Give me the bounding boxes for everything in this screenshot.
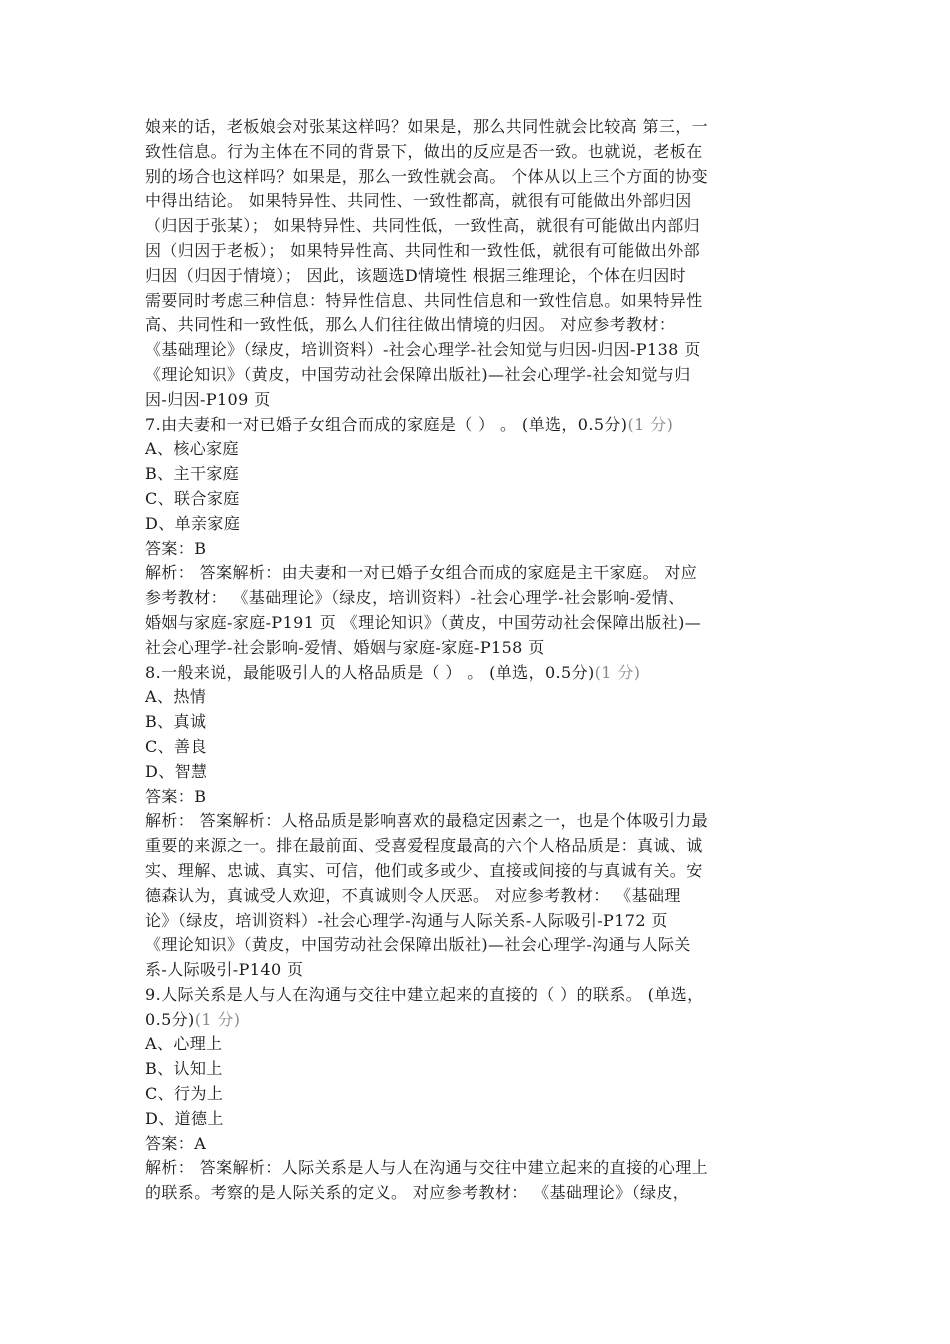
- analysis-line: 参考教材： 《基础理论》（绿皮，培训资料）-社会心理学-社会影响-爱情、: [145, 588, 685, 608]
- option-d: D、智慧: [145, 761, 208, 781]
- analysis-line: 《理论知识》（黄皮，中国劳动社会保障出版社)—社会心理学-沟通与人际关: [145, 935, 691, 955]
- text-line: （归因于张某）； 如果特异性、共同性低，一致性高，就很有可能做出内部归: [145, 216, 701, 236]
- question-text: 9.人际关系是人与人在沟通与交往中建立起来的直接的（ ）的联系。 (单选，: [145, 984, 704, 1004]
- question-stem: [145, 661, 810, 686]
- option-b: B、认知上: [145, 1059, 223, 1079]
- answer-line: 答案：A: [145, 1133, 207, 1153]
- analysis-line: 婚姻与家庭-家庭-P191 页 《理论知识》（黄皮，中国劳动社会保障出版社)—: [145, 612, 702, 632]
- question-score: (1 分): [627, 414, 674, 434]
- question-text: 8.一般来说，最能吸引人的人格品质是（ ） 。 (单选，0.5分): [145, 662, 595, 682]
- option-d: D、道德上: [145, 1108, 224, 1128]
- text-line: 《理论知识》（黄皮，中国劳动社会保障出版社)—社会心理学-社会知觉与归: [145, 364, 691, 384]
- option-c: C、善良: [145, 736, 207, 756]
- answer-line: 答案：B: [145, 538, 207, 558]
- analysis-line: 系-人际吸引-P140 页: [145, 960, 304, 980]
- option-d: D、单亲家庭: [145, 513, 241, 533]
- text-line: 因（归因于老板）； 如果特异性高、共同性和一致性低，就很有可能做出外部: [145, 240, 701, 260]
- text-line: 别的场合也这样吗？如果是，那么一致性就会高。 个体从以上三个方面的协变: [145, 166, 709, 186]
- analysis-line: 解析： 答案解析：人际关系是人与人在沟通与交往中建立起来的直接的心理上: [145, 1158, 709, 1178]
- question-stem: [145, 983, 810, 1008]
- option-a: A、热情: [145, 687, 207, 707]
- analysis-line: 社会心理学-社会影响-爱情、婚姻与家庭-家庭-P158 页: [145, 637, 545, 657]
- text-line: 致性信息。行为主体在不同的背景下，做出的反应是否一致。也就说，老板在: [145, 141, 703, 161]
- text-line: 因-归因-P109 页: [145, 389, 271, 409]
- analysis-line: 解析： 答案解析：由夫妻和一对已婚子女组合而成的家庭是主干家庭。 对应: [145, 563, 698, 583]
- analysis-line: 实、理解、忠诚、真实、可信，他们或多或少、直接或间接的与真诚有关。安: [145, 860, 703, 880]
- text-line: 需要同时考虑三种信息：特异性信息、共同性信息和一致性信息。如果特异性: [145, 290, 703, 310]
- text-line: 娘来的话，老板娘会对张某这样吗？如果是，那么共同性就会比较高 第三，一: [145, 117, 709, 136]
- option-a: A、核心家庭: [145, 439, 239, 459]
- option-c: C、联合家庭: [145, 488, 240, 508]
- question-block-7: [145, 413, 810, 661]
- document-page: [145, 115, 810, 1206]
- question-block-8: [145, 661, 810, 983]
- text-line: 中得出结论。 如果特异性、共同性、一致性都高，就很有可能做出外部归因: [145, 191, 692, 211]
- question-text: 7.由夫妻和一对已婚子女组合而成的家庭是（ ） 。 (单选，0.5分): [145, 414, 628, 434]
- question-score: (1 分): [194, 1009, 241, 1029]
- analysis-line: 论》（绿皮，培训资料）-社会心理学-沟通与人际关系-人际吸引-P172 页: [145, 910, 668, 930]
- text-line: 归因（归因于情境）； 因此，该题选D情境性 根据三维理论，个体在归因时: [145, 265, 687, 285]
- analysis-line: 解析： 答案解析：人格品质是影响喜欢的最稳定因素之一，也是个体吸引力最: [145, 811, 709, 831]
- text-line: 高、共同性和一致性低，那么人们往往做出情境的归因。 对应参考教材：: [145, 315, 676, 335]
- option-a: A、心理上: [145, 1034, 223, 1054]
- option-b: B、主干家庭: [145, 464, 240, 484]
- question-text: 0.5分): [145, 1009, 195, 1029]
- question-block-9: [145, 983, 810, 1206]
- answer-line: 答案：B: [145, 786, 207, 806]
- analysis-line: 德森认为，真诚受人欢迎，不真诚则令人厌恶。 对应参考教材： 《基础理: [145, 885, 681, 905]
- question-stem: [145, 413, 810, 438]
- analysis-line: 的联系。考察的是人际关系的定义。 对应参考教材： 《基础理论》（绿皮，: [145, 1183, 690, 1203]
- option-b: B、真诚: [145, 712, 207, 732]
- text-line: 《基础理论》（绿皮，培训资料）-社会心理学-社会知觉与归因-归因-P138 页: [145, 340, 701, 360]
- intro-analysis: [145, 115, 810, 413]
- question-score: (1 分): [594, 662, 641, 682]
- question-stem-continued: [145, 1008, 810, 1033]
- analysis-line: 重要的来源之一。排在最前面、受喜爱程度最高的六个人格品质是：真诚、诚: [145, 836, 703, 856]
- option-c: C、行为上: [145, 1084, 224, 1104]
